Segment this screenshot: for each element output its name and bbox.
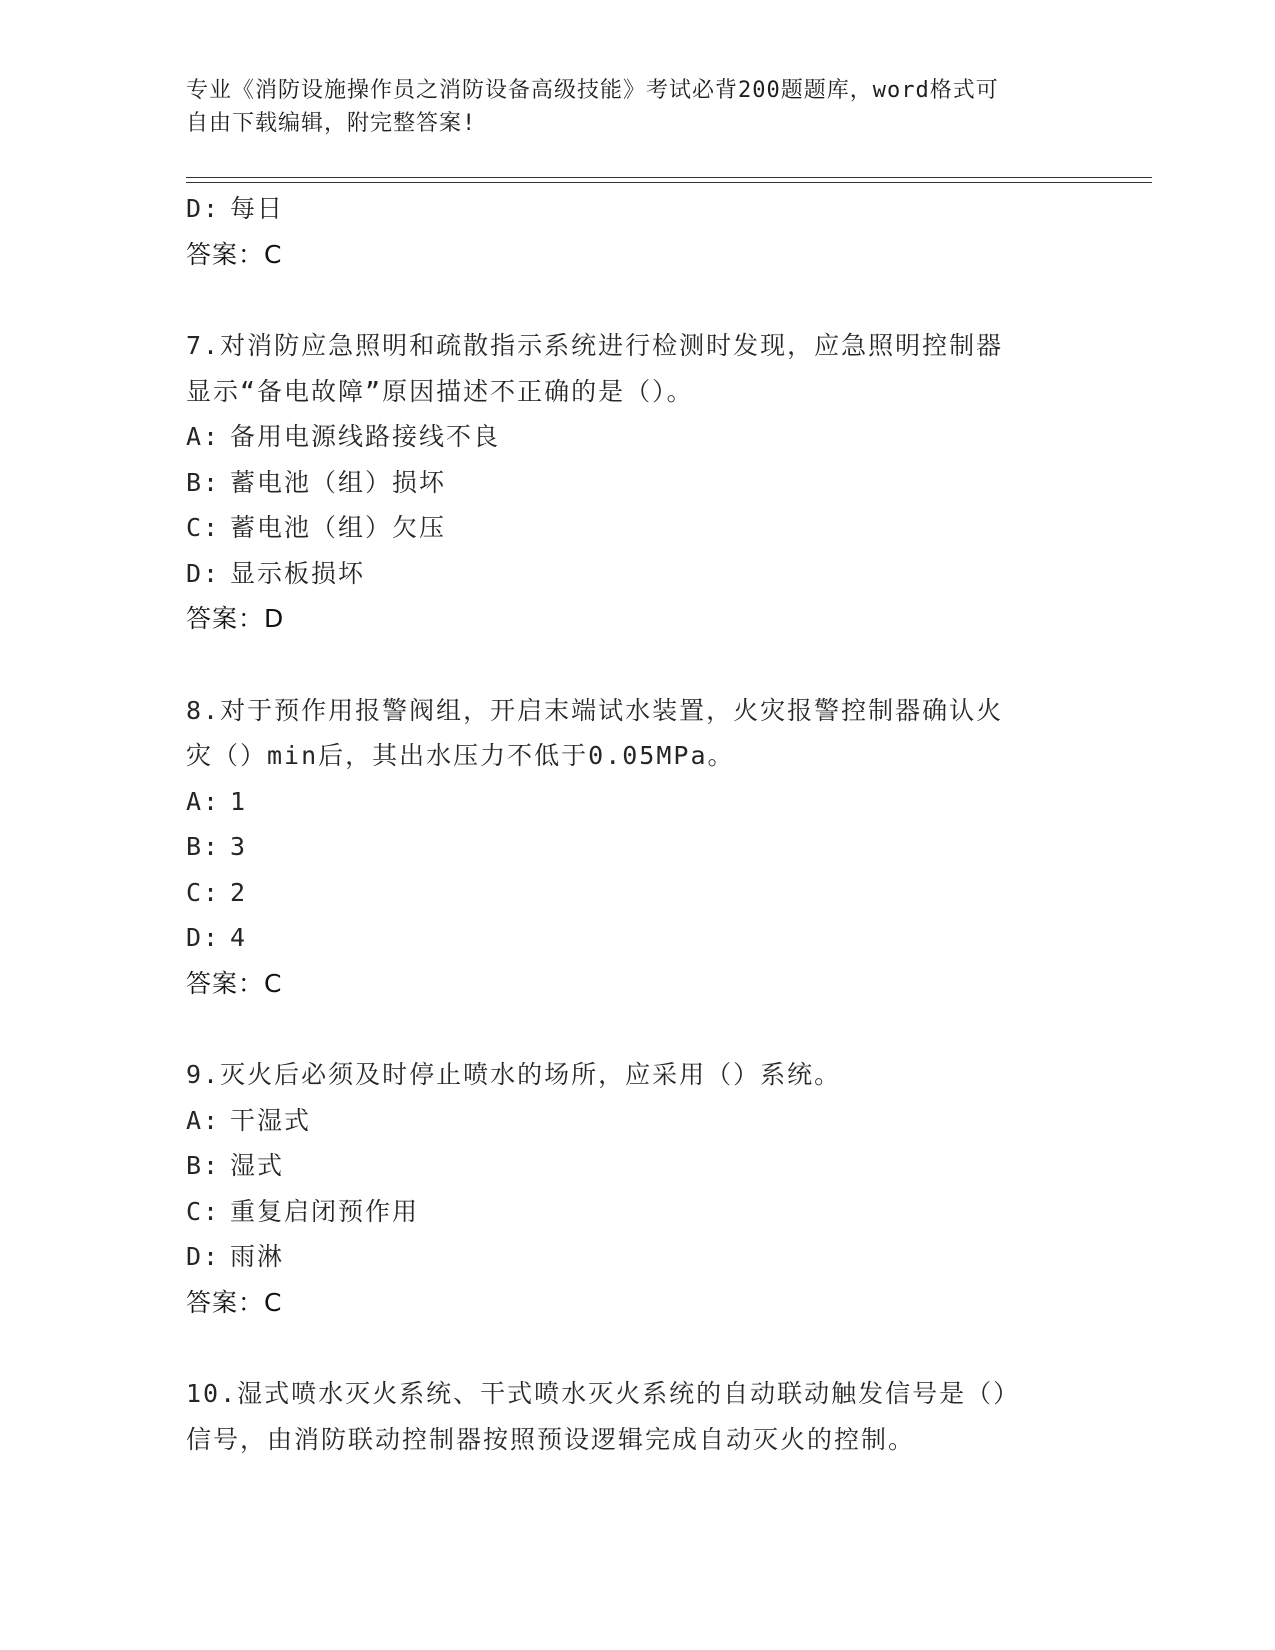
option-letter: B: (186, 467, 221, 497)
prev-question-option-d (186, 186, 1086, 232)
option-text: 蓄电池（组）欠压 (230, 513, 447, 542)
prev-question-answer: 答案：C (186, 239, 283, 269)
option-letter: C: (186, 877, 221, 907)
option-text: 2 (230, 877, 248, 907)
question-7-option-d (186, 551, 1086, 597)
question-10-stem-line-1: 10.湿式喷水灭火系统、干式喷水灭火系统的自动联动触发信号是（） (186, 1379, 1021, 1408)
question-9-option-b (186, 1143, 1086, 1189)
option-letter: C: (186, 513, 221, 542)
spacer (186, 1006, 1086, 1052)
option-letter: B: (186, 1151, 221, 1180)
question-8-option-c (186, 870, 1086, 916)
option-text: 蓄电池（组）损坏 (230, 467, 447, 497)
header-divider-top (186, 177, 1152, 178)
option-text: 1 (230, 786, 248, 816)
question-7-stem-line-1: 7.对消防应急照明和疏散指示系统进行检测时发现，应急照明控制器 (186, 331, 1004, 360)
option-text: 雨淋 (230, 1242, 285, 1271)
question-7-option-b (186, 460, 1086, 506)
option-letter: D: (186, 923, 221, 952)
question-8-stem-line-2: 灾（）min后，其出水压力不低于0.05MPa。 (186, 741, 735, 770)
question-7-stem-line-2: 显示“备电故障”原因描述不正确的是（）。 (186, 376, 694, 406)
question-8-option-a (186, 779, 1086, 825)
spacer (186, 277, 1086, 323)
question-9-option-d (186, 1234, 1086, 1280)
option-text: 3 (230, 832, 248, 861)
option-letter: C: (186, 1196, 221, 1226)
question-10 (186, 1371, 1086, 1462)
question-8-option-d (186, 915, 1086, 961)
option-text: 每日 (230, 194, 285, 223)
option-letter: A: (186, 786, 221, 816)
question-8 (186, 688, 1086, 1007)
question-7-answer: 答案：D (186, 604, 285, 633)
question-9 (186, 1052, 1086, 1325)
question-9-option-a (186, 1098, 1086, 1144)
option-text: 显示板损坏 (230, 558, 366, 588)
question-content (186, 186, 1086, 1462)
question-8-stem-line-1: 8.对于预作用报警阀组，开启末端试水装置，火灾报警控制器确认火 (186, 695, 1004, 725)
option-text: 备用电源线路接线不良 (230, 422, 501, 451)
option-text: 干湿式 (230, 1105, 312, 1135)
question-8-answer: 答案：C (186, 968, 283, 998)
spacer (186, 1325, 1086, 1371)
question-9-answer: 答案：C (186, 1287, 283, 1317)
header-line-1: 专业《消防设施操作员之消防设备高级技能》考试必背200题题库，word格式可 (186, 78, 999, 103)
question-8-option-b (186, 824, 1086, 870)
question-7-option-c (186, 505, 1086, 551)
option-text: 湿式 (230, 1151, 285, 1180)
question-10-stem-line-2: 信号，由消防联动控制器按照预设逻辑完成自动灭火的控制。 (186, 1424, 916, 1454)
option-letter: D: (186, 194, 221, 223)
question-7-option-a (186, 414, 1086, 460)
option-letter: D: (186, 558, 221, 588)
option-letter: B: (186, 832, 221, 861)
option-letter: A: (186, 422, 221, 451)
question-9-option-c (186, 1189, 1086, 1235)
question-7 (186, 323, 1086, 642)
option-letter: D: (186, 1242, 221, 1271)
header-line-2: 自由下载编辑，附完整答案! (186, 111, 477, 136)
option-text: 4 (230, 923, 248, 952)
question-9-stem-line-1: 9.灭火后必须及时停止喷水的场所，应采用（）系统。 (186, 1060, 842, 1089)
option-text: 重复启闭预作用 (230, 1196, 420, 1226)
spacer (186, 642, 1086, 688)
header-divider-bottom (186, 182, 1152, 183)
option-letter: A: (186, 1105, 221, 1135)
document-header (186, 74, 1066, 140)
